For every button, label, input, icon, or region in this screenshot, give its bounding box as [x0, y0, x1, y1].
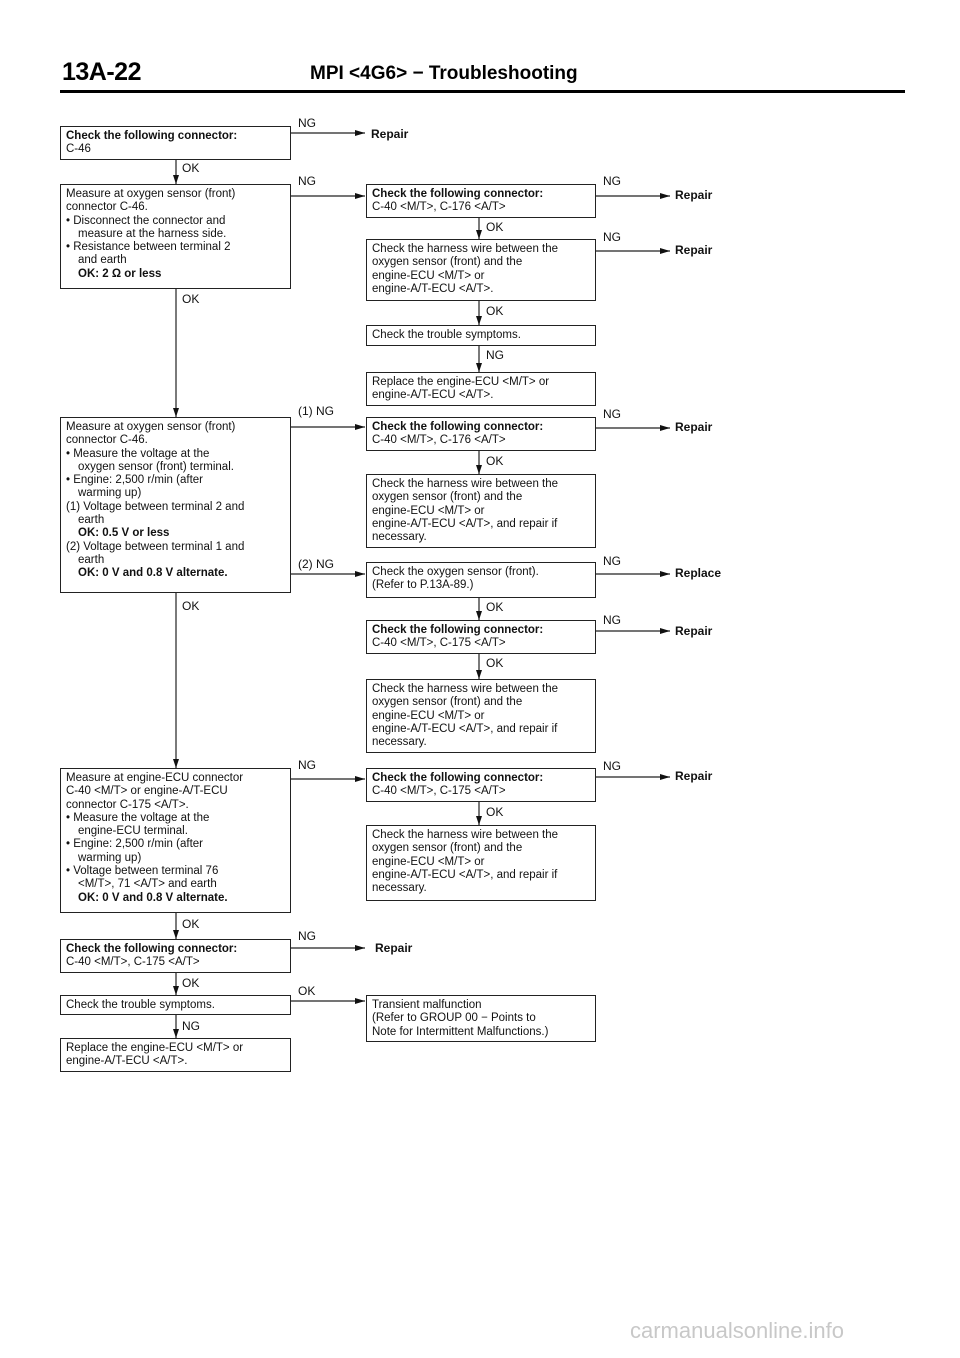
step-check-connector-c40-c175-b: Check the following connector: C-40 <M/T>, C-175 <A/T>: [366, 768, 596, 802]
label-ok: OK: [486, 220, 504, 234]
step-replace-ecu-final: Replace the engine-ECU <M/T> or engine-A/T-ECU <A/T>.: [60, 1038, 291, 1072]
step-check-trouble-symptoms-final: Check the trouble symptoms.: [60, 995, 291, 1015]
arrowhead: [660, 193, 670, 199]
arrowhead: [355, 424, 365, 430]
arrowhead: [660, 774, 670, 780]
step-check-trouble-symptoms: Check the trouble symptoms.: [366, 325, 596, 346]
step-check-harness-a: Check the harness wire between the oxygen sensor (front) and the engine-ECU <M/T> or engine-A/T-ECU <A/T>.: [366, 239, 596, 301]
step-transient-malfunction: Transient malfunction (Refer to GROUP 00 − Points to Note for Intermittent Malfunctions.): [366, 995, 596, 1042]
arrowhead: [476, 670, 482, 679]
step-measure-resistance: Measure at oxygen sensor (front) connector C-46. • Disconnect the connector and measure at the harness side. • Resistance between terminal 2 and earth OK: 2 Ω or less: [60, 184, 291, 289]
step-check-connector-c40-c175-a: Check the following connector: C-40 <M/T>, C-175 <A/T>: [366, 620, 596, 654]
arrowhead: [660, 571, 670, 577]
result-repair: Repair: [675, 188, 713, 202]
arrowhead: [355, 945, 365, 951]
result-repair: Repair: [371, 127, 409, 141]
label-ok: OK: [486, 454, 504, 468]
label-ng: NG: [298, 174, 316, 188]
label-ng: NG: [603, 230, 621, 244]
label-ng: NG: [603, 759, 621, 773]
label-ng: NG: [182, 1019, 200, 1033]
label-ok: OK: [486, 656, 504, 670]
arrowhead: [173, 1029, 179, 1038]
arrowhead: [173, 986, 179, 995]
label-ng: NG: [486, 348, 504, 362]
arrowhead: [476, 465, 482, 474]
label-ok: OK: [486, 600, 504, 614]
step-check-harness-b: Check the harness wire between the oxygen sensor (front) and the engine-ECU <M/T> or engine-A/T-ECU <A/T>, and repair if necessary.: [366, 474, 596, 548]
arrowhead: [355, 776, 365, 782]
label-ok: OK: [182, 917, 200, 931]
step-check-connector-c40-c176-b: Check the following connector: C-40 <M/T>, C-176 <A/T>: [366, 417, 596, 451]
result-repair: Repair: [675, 243, 713, 257]
result-replace: Replace: [675, 566, 722, 580]
arrowhead: [355, 571, 365, 577]
arrowhead: [476, 363, 482, 372]
label-ok: OK: [182, 292, 200, 306]
arrowhead: [355, 193, 365, 199]
step-check-connector-c46: Check the following connector: C-46: [60, 126, 291, 160]
label-ng: NG: [603, 174, 621, 188]
arrowhead: [173, 930, 179, 939]
result-repair: Repair: [375, 941, 413, 955]
arrowhead: [173, 175, 179, 184]
label-ng: NG: [298, 758, 316, 772]
label-ok: OK: [486, 805, 504, 819]
result-repair: Repair: [675, 769, 713, 783]
arrowhead: [476, 816, 482, 825]
label-ok: OK: [486, 304, 504, 318]
label-ok: OK: [182, 161, 200, 175]
result-repair: Repair: [675, 420, 713, 434]
step-measure-sensor-voltage: Measure at oxygen sensor (front) connector C-46. • Measure the voltage at the oxygen sensor (front) terminal. • Engine: 2,500 r/min (after warming up) (1) Voltage between terminal 2 and earth OK: 0.5 V or less (2) Voltage between terminal 1 and earth OK: 0 V and 0.8 V alternate.: [60, 417, 291, 593]
label-ng: NG: [603, 613, 621, 627]
arrowhead: [355, 130, 365, 136]
label-ng-2: (2) NG: [298, 557, 334, 571]
arrowhead: [355, 998, 365, 1004]
page-title: MPI <4G6> − Troubleshooting: [310, 63, 578, 84]
arrowhead: [660, 628, 670, 634]
arrowhead: [476, 230, 482, 239]
arrowhead: [660, 425, 670, 431]
step-check-harness-c: Check the harness wire between the oxygen sensor (front) and the engine-ECU <M/T> or engine-A/T-ECU <A/T>, and repair if necessary.: [366, 679, 596, 753]
step-check-harness-d: Check the harness wire between the oxygen sensor (front) and the engine-ECU <M/T> or engine-A/T-ECU <A/T>, and repair if necessary.: [366, 825, 596, 901]
label-ng: NG: [298, 929, 316, 943]
label-ng: NG: [603, 407, 621, 421]
result-repair: Repair: [675, 624, 713, 638]
step-measure-ecu-voltage: Measure at engine-ECU connector C-40 <M/T> or engine-A/T-ECU connector C-175 <A/T>. • Measure the voltage at the engine-ECU terminal. • Engine: 2,500 r/min (after warming up) • Voltage between terminal 76 <M/T>, 71 <A/T> and earth OK: 0 V and 0.8 V alternate.: [60, 768, 291, 913]
arrowhead: [476, 611, 482, 620]
label-ok: OK: [182, 976, 200, 990]
watermark: carmanualsonline.info: [630, 1318, 845, 1343]
step-check-connector-c40-c176-a: Check the following connector: C-40 <M/T>, C-176 <A/T>: [366, 184, 596, 218]
arrowhead: [660, 248, 670, 254]
label-ng: NG: [603, 554, 621, 568]
step-check-oxygen-sensor: Check the oxygen sensor (front). (Refer to P.13A-89.): [366, 562, 596, 598]
label-ok: OK: [298, 984, 316, 998]
step-check-connector-c40-c175-final: Check the following connector: C-40 <M/T>, C-175 <A/T>: [60, 939, 291, 973]
label-ng: NG: [298, 116, 316, 130]
label-ng-1: (1) NG: [298, 404, 334, 418]
arrowhead: [173, 759, 179, 768]
step-replace-ecu: Replace the engine-ECU <M/T> or engine-A/T-ECU <A/T>.: [366, 372, 596, 406]
arrowhead: [476, 316, 482, 325]
label-ok: OK: [182, 599, 200, 613]
page-number: 13A-22: [62, 58, 141, 86]
arrowhead: [173, 408, 179, 417]
